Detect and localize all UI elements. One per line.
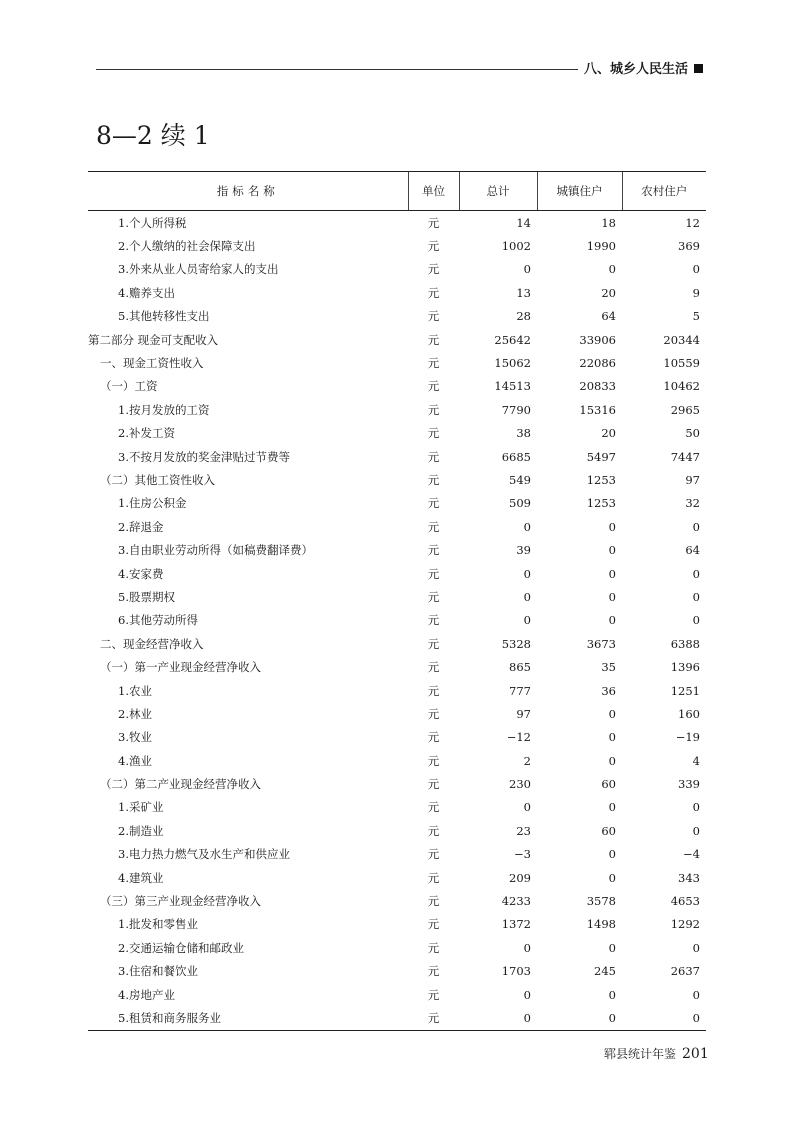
- row-name: （一）第一产业现金经营净收入: [100, 660, 261, 675]
- row-total: 1703: [501, 964, 531, 979]
- row-name: 3.牧业: [118, 730, 152, 745]
- row-rural: 32: [685, 496, 700, 511]
- row-urban: 15316: [579, 402, 616, 417]
- row-name: 1.农业: [118, 683, 152, 698]
- book-name: 郓县统计年鉴: [604, 1047, 677, 1061]
- row-total: 7790: [501, 402, 531, 417]
- row-urban: 0: [608, 519, 616, 534]
- row-name: （二）其他工资性收入: [100, 472, 215, 487]
- table-row: [88, 632, 706, 655]
- row-unit: 元: [427, 543, 440, 558]
- row-unit: 元: [427, 239, 440, 254]
- row-rural: 4653: [670, 894, 700, 909]
- row-total: 4233: [501, 894, 531, 909]
- row-unit: 元: [427, 566, 440, 581]
- table-body: [88, 211, 706, 1031]
- row-total: 25642: [494, 332, 531, 347]
- table-header-row: [88, 172, 706, 211]
- row-unit: 元: [427, 894, 440, 909]
- row-rural: 50: [685, 426, 700, 441]
- row-rural: 0: [692, 940, 700, 955]
- table-row: [88, 749, 706, 772]
- row-urban: 0: [608, 566, 616, 581]
- row-rural: 1251: [670, 683, 700, 698]
- row-name: 2.辞退金: [118, 519, 164, 534]
- row-unit: 元: [427, 309, 440, 324]
- row-name: 2.林业: [118, 706, 152, 721]
- table-row: [88, 843, 706, 866]
- row-urban: 1253: [586, 496, 616, 511]
- row-total: 0: [523, 800, 531, 815]
- row-unit: 元: [427, 847, 440, 862]
- row-rural: 5: [692, 309, 700, 324]
- header-total: 总计: [459, 172, 537, 211]
- row-urban: 35: [601, 660, 616, 675]
- row-urban: 1253: [586, 472, 616, 487]
- row-unit: 元: [427, 332, 440, 347]
- row-unit: 元: [408, 1006, 459, 1030]
- row-unit: 元: [427, 823, 440, 838]
- row-urban: 20833: [579, 379, 616, 394]
- row-total: 0: [523, 566, 531, 581]
- header-unit: 单位: [408, 172, 459, 211]
- row-urban: 64: [601, 309, 616, 324]
- row-urban: 1990: [586, 239, 616, 254]
- row-unit: 元: [427, 660, 440, 675]
- row-total: −12: [506, 730, 531, 745]
- row-name: 2.个人缴纳的社会保障支出: [118, 239, 256, 254]
- row-rural: 0: [692, 519, 700, 534]
- row-name: 2.补发工资: [118, 426, 175, 441]
- row-total: 38: [516, 426, 531, 441]
- row-total: 230: [509, 777, 531, 792]
- table-row: [88, 468, 706, 491]
- row-name: （二）第二产业现金经营净收入: [100, 777, 261, 792]
- row-total: 0: [523, 589, 531, 604]
- row-urban: 20: [601, 426, 616, 441]
- table-row: [88, 305, 706, 328]
- table-row: [88, 983, 706, 1006]
- running-header: [584, 58, 703, 77]
- row-name: 4.安家费: [118, 566, 164, 581]
- row-name: 2.制造业: [118, 823, 164, 838]
- row-unit: 元: [427, 777, 440, 792]
- table-row: [88, 515, 706, 538]
- square-marker-icon: [694, 64, 703, 73]
- row-rural: −19: [675, 730, 700, 745]
- row-total: 865: [509, 660, 531, 675]
- row-unit: 元: [427, 589, 440, 604]
- row-rural: 64: [685, 543, 700, 558]
- row-total: 777: [509, 683, 531, 698]
- row-name: 二、现金经营净收入: [100, 636, 204, 651]
- page-title: 8—2 续 1: [96, 121, 210, 150]
- row-unit: 元: [427, 379, 440, 394]
- row-unit: 元: [427, 449, 440, 464]
- row-total: 14513: [494, 379, 531, 394]
- row-name: 3.自由职业劳动所得（如稿费翻译费）: [118, 543, 313, 558]
- row-unit: 元: [427, 870, 440, 885]
- table-row: [88, 538, 706, 561]
- table-row: [88, 234, 706, 257]
- row-rural: 343: [678, 870, 700, 885]
- row-urban: 33906: [579, 332, 616, 347]
- income-table: [88, 171, 706, 1031]
- row-urban: 3673: [586, 636, 616, 651]
- row-name: 5.其他转移性支出: [118, 309, 210, 324]
- row-unit: 元: [427, 215, 440, 230]
- row-unit: 元: [427, 706, 440, 721]
- row-urban: 18: [601, 215, 616, 230]
- table-row: [88, 726, 706, 749]
- row-rural: 9: [692, 285, 700, 300]
- row-unit: 元: [427, 356, 440, 371]
- row-urban: 0: [608, 262, 616, 277]
- row-name: 3.电力热力燃气及水生产和供应业: [118, 847, 290, 862]
- row-urban: 60: [601, 777, 616, 792]
- header-indicator: 指标名称: [88, 172, 408, 211]
- row-total: 0: [523, 262, 531, 277]
- row-rural: 97: [685, 472, 700, 487]
- row-name: 6.其他劳动所得: [118, 613, 198, 628]
- row-unit: 元: [427, 800, 440, 815]
- row-name: 2.交通运输仓储和邮政业: [118, 940, 244, 955]
- row-unit: 元: [427, 917, 440, 932]
- table-row: [88, 960, 706, 983]
- row-urban: 5497: [586, 449, 616, 464]
- row-rural: 0: [692, 262, 700, 277]
- row-name: 1.按月发放的工资: [118, 402, 210, 417]
- row-rural: 0: [692, 987, 700, 1002]
- row-unit: 元: [427, 472, 440, 487]
- row-name: 1.批发和零售业: [118, 917, 198, 932]
- row-urban: 0: [537, 1006, 622, 1030]
- row-total: 14: [516, 215, 531, 230]
- row-total: 5328: [501, 636, 531, 651]
- table-row: [88, 281, 706, 304]
- row-name: 1.采矿业: [118, 800, 164, 815]
- row-urban: 0: [608, 870, 616, 885]
- row-name: （一）工资: [100, 379, 158, 394]
- row-urban: 20: [601, 285, 616, 300]
- table-row: [88, 492, 706, 515]
- table-row: [88, 375, 706, 398]
- table-row: [88, 351, 706, 374]
- table-row: [88, 819, 706, 842]
- table-row: [88, 422, 706, 445]
- row-name: （三）第三产业现金经营净收入: [100, 894, 261, 909]
- row-rural: 339: [678, 777, 700, 792]
- row-name: 4.渔业: [118, 753, 152, 768]
- row-unit: 元: [427, 519, 440, 534]
- row-total: 509: [509, 496, 531, 511]
- row-total: 0: [523, 987, 531, 1002]
- table-row: [88, 889, 706, 912]
- row-total: 13: [516, 285, 531, 300]
- row-total: 28: [516, 309, 531, 324]
- row-urban: 0: [608, 730, 616, 745]
- row-urban: 0: [608, 940, 616, 955]
- table-row: [88, 258, 706, 281]
- row-name: 3.外来从业人员寄给家人的支出: [118, 262, 279, 277]
- row-rural: 0: [692, 823, 700, 838]
- row-unit: 元: [427, 613, 440, 628]
- row-rural: 0: [692, 589, 700, 604]
- row-unit: 元: [427, 753, 440, 768]
- row-name: 1.个人所得税: [118, 215, 187, 230]
- row-urban: 0: [608, 613, 616, 628]
- row-urban: 3578: [586, 894, 616, 909]
- row-unit: 元: [427, 636, 440, 651]
- row-urban: 0: [608, 753, 616, 768]
- row-rural: 7447: [670, 449, 700, 464]
- row-rural: 12: [685, 215, 700, 230]
- row-name: 4.房地产业: [118, 987, 175, 1002]
- row-total: 1002: [501, 239, 531, 254]
- table-row: [88, 679, 706, 702]
- row-total: 0: [523, 613, 531, 628]
- table-row: [88, 585, 706, 608]
- row-rural: 1396: [670, 660, 700, 675]
- row-urban: 0: [608, 800, 616, 815]
- row-unit: 元: [427, 964, 440, 979]
- row-rural: 0: [692, 613, 700, 628]
- row-urban: 0: [608, 706, 616, 721]
- table-row: [88, 328, 706, 351]
- row-total: 6685: [501, 449, 531, 464]
- table-row: [88, 562, 706, 585]
- row-total: 97: [516, 706, 531, 721]
- row-unit: 元: [427, 285, 440, 300]
- row-rural: 160: [678, 706, 700, 721]
- row-total: −3: [514, 847, 531, 862]
- table-row: [88, 655, 706, 678]
- row-unit: 元: [427, 730, 440, 745]
- row-rural: 4: [692, 753, 700, 768]
- row-total: 2: [523, 753, 531, 768]
- row-total: 39: [516, 543, 531, 558]
- row-unit: 元: [427, 402, 440, 417]
- row-name: 5.租赁和商务服务业: [88, 1006, 408, 1030]
- row-rural: 369: [678, 239, 700, 254]
- table-row: [88, 866, 706, 889]
- row-rural: 0: [692, 800, 700, 815]
- row-total: 1372: [501, 917, 531, 932]
- row-rural: 2637: [670, 964, 700, 979]
- table-row: [88, 936, 706, 959]
- page-footer: [604, 1045, 709, 1062]
- row-rural: 20344: [663, 332, 700, 347]
- row-rural: 6388: [670, 636, 700, 651]
- row-rural: 0: [622, 1006, 706, 1030]
- table-row: [88, 702, 706, 725]
- row-urban: 36: [601, 683, 616, 698]
- row-urban: 1498: [586, 917, 616, 932]
- row-urban: 22086: [579, 356, 616, 371]
- row-urban: 0: [608, 543, 616, 558]
- table-row: [88, 609, 706, 632]
- header-rule: [96, 69, 578, 70]
- row-rural: 10462: [663, 379, 700, 394]
- row-total: 549: [509, 472, 531, 487]
- header-rural: 农村住户: [622, 172, 706, 211]
- page-number: 201: [682, 1046, 709, 1062]
- row-urban: 0: [608, 847, 616, 862]
- header-urban: 城镇住户: [537, 172, 622, 211]
- row-unit: 元: [427, 940, 440, 955]
- row-rural: −4: [683, 847, 700, 862]
- row-unit: 元: [427, 987, 440, 1002]
- table-row: [88, 398, 706, 421]
- row-urban: 245: [594, 964, 616, 979]
- table-row: [88, 1006, 706, 1030]
- row-rural: 10559: [663, 356, 700, 371]
- row-rural: 2965: [670, 402, 700, 417]
- row-total: 0: [523, 519, 531, 534]
- table-row: [88, 913, 706, 936]
- row-name: 5.股票期权: [118, 589, 175, 604]
- row-urban: 60: [601, 823, 616, 838]
- row-unit: 元: [427, 683, 440, 698]
- table-row: [88, 445, 706, 468]
- row-name: 3.住宿和餐饮业: [118, 964, 198, 979]
- row-unit: 元: [427, 426, 440, 441]
- row-total: 0: [523, 940, 531, 955]
- row-name: 3.不按月发放的奖金津贴过节费等: [118, 449, 290, 464]
- row-total: 15062: [494, 356, 531, 371]
- row-total: 23: [516, 823, 531, 838]
- row-name: 4.建筑业: [118, 870, 164, 885]
- row-rural: 0: [692, 566, 700, 581]
- table-row: [88, 211, 706, 235]
- row-total: 0: [459, 1006, 537, 1030]
- row-name: 4.赡养支出: [118, 285, 175, 300]
- row-unit: 元: [427, 262, 440, 277]
- section-title: 八、城乡人民生活: [584, 62, 689, 77]
- row-urban: 0: [608, 987, 616, 1002]
- row-name: 一、现金工资性收入: [100, 356, 204, 371]
- row-rural: 1292: [670, 917, 700, 932]
- table-row: [88, 772, 706, 795]
- row-urban: 0: [608, 589, 616, 604]
- table-row: [88, 796, 706, 819]
- row-total: 209: [509, 870, 531, 885]
- row-name: 1.住房公积金: [118, 496, 187, 511]
- row-name: 第二部分 现金可支配收入: [88, 332, 219, 347]
- row-unit: 元: [427, 496, 440, 511]
